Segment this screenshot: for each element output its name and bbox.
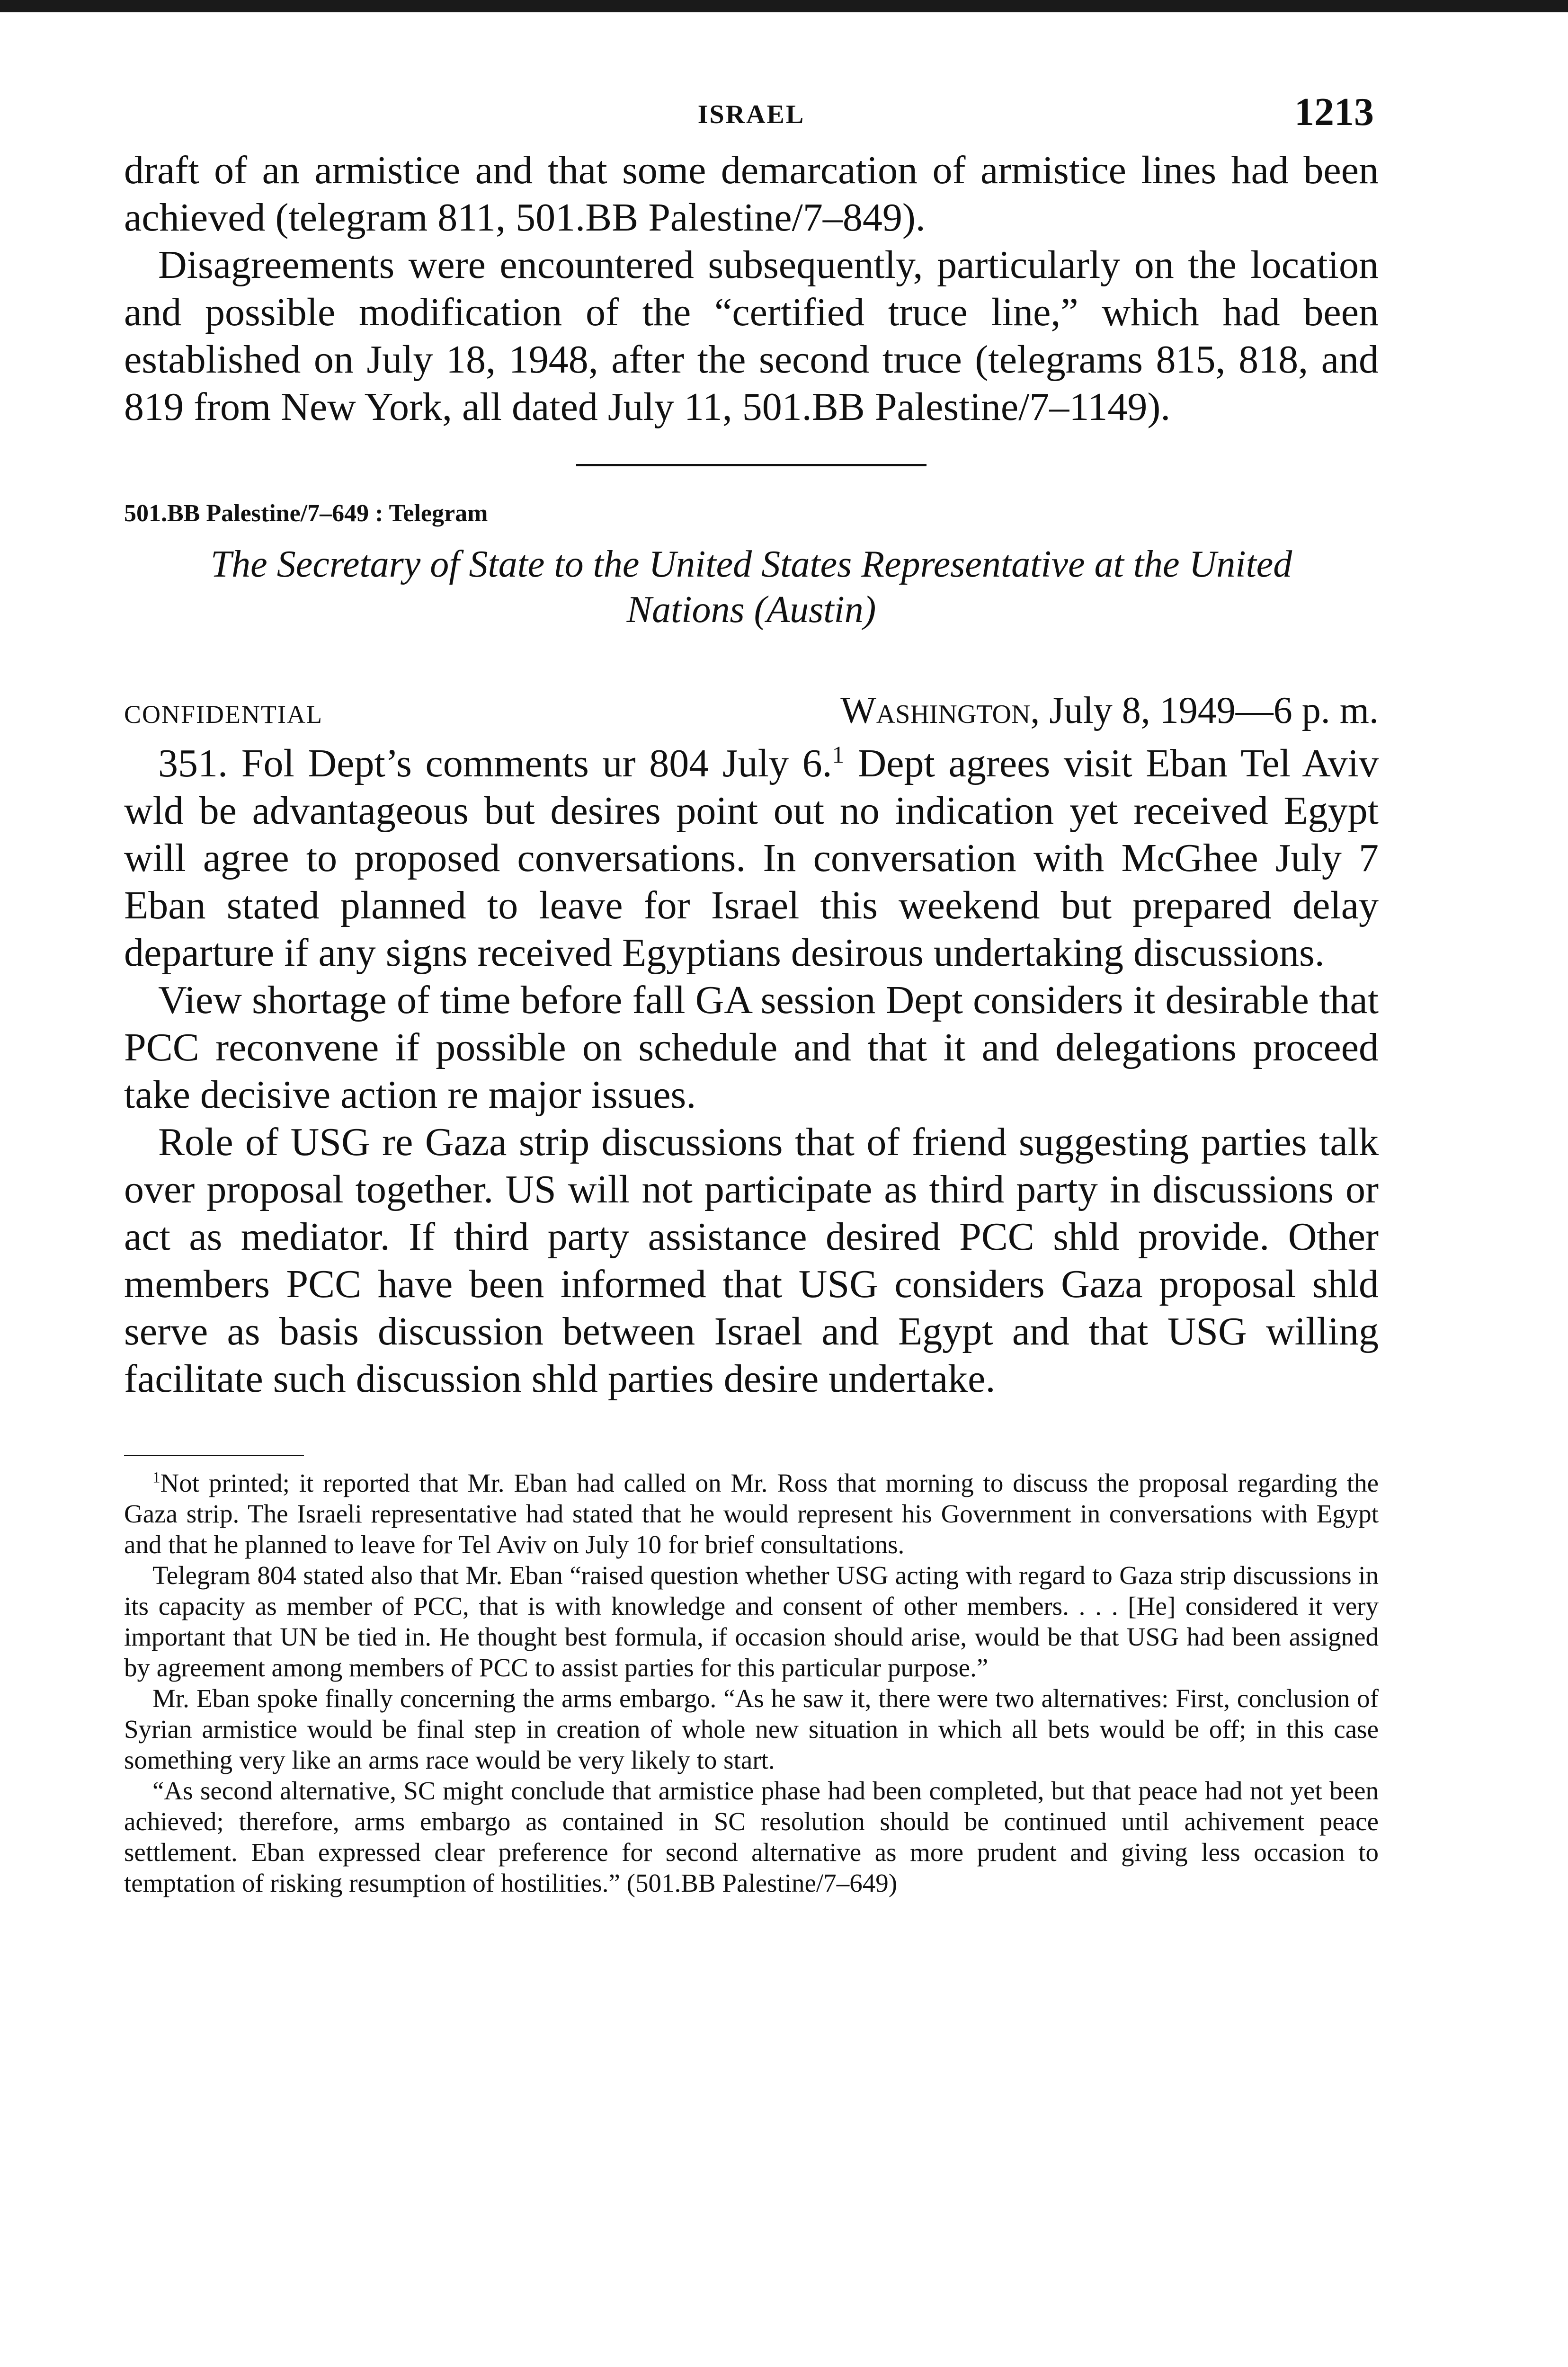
document-title: The Secretary of State to the United States Representative at the United Nations (Austin)	[210, 543, 1292, 631]
footnote-paragraph-4: “As second alternative, SC might conclude that armistice phase had been completed, but that peace had not yet been achieved; therefore, arms embargo as contained in SC resolution should be continued until achivement peace settlement. Eban expressed clear preference for second alternative as more prudent and giving less occasion to temptation of risking resumption of hostilities.” (501.BB Palestine/7–649)	[124, 1776, 1379, 1897]
telegram-paragraph-2: View shortage of time before fall GA session Dept considers it desirable that PCC reconvene if possible on schedule and that it and delegations proceed take decisive action re major issues.	[124, 978, 1379, 1117]
section-divider	[576, 464, 927, 466]
dateline-date: , July 8, 1949—6 p. m.	[1030, 690, 1379, 731]
dateline-place: Washington	[840, 690, 1031, 731]
footnote-reference: 1	[832, 741, 844, 768]
running-header	[124, 85, 1379, 147]
footnote-rule	[124, 1455, 304, 1456]
footnote-paragraph-1	[124, 1468, 1379, 1560]
dateline	[840, 689, 1379, 732]
footnote-paragraph-1-text: Not printed; it reported that Mr. Eban had called on Mr. Ross that morning to discuss the proposal regarding the Gaza strip. The Israeli representative had stated that he would represent his Government in conversations with Egypt and that he planned to leave for Tel Aviv on July 10 for brief consultations.	[124, 1468, 1379, 1559]
file-reference: 501.BB Palestine/7–649 : Telegram	[124, 500, 488, 527]
classification-dateline-row	[124, 689, 1379, 732]
page-number: 1213	[1294, 90, 1374, 134]
intro-paragraph: Disagreements were encountered subsequently, particularly on the location and possible modification of the “certified truce line,” which had been established on July 18, 1948, after the second truce (telegrams 815, 818, and 819 from New York, all dated July 11, 501.BB Palestine/7–1149).	[124, 243, 1379, 429]
intro-paragraph-continued: draft of an armistice and that some demarcation of armistice lines had been achieved (telegram 811, 501.BB Palestine/7–849).	[124, 148, 1379, 240]
telegram-paragraph-1-text-a: 351. Fol Dept’s comments ur 804 July 6.	[158, 741, 832, 785]
classification-label: CONFIDENTIAL	[124, 700, 323, 729]
footnote-paragraph-3: Mr. Eban spoke finally concerning the arms embargo. “As he saw it, there were two alternatives: First, conclusion of Syrian armistice would be final step in creation of whole new situation in which all bets would be off; in this case something very like an arms race would be very likely to start.	[124, 1684, 1379, 1774]
telegram-paragraph-1	[124, 740, 1379, 977]
footnote-marker: 1	[152, 1469, 160, 1486]
document-page	[124, 85, 1379, 1898]
footnote-paragraph-2: Telegram 804 stated also that Mr. Eban “raised question whether USG acting with regard to Gaza strip discussions in its capacity as member of PCC, that is with knowledge and consent of other members. . . . [He] considered it very important that UN be tied in. He thought best formula, if occasion should arise, would be that USG had been assigned by agreement among members of PCC to assist parties for this particular purpose.”	[124, 1561, 1379, 1682]
running-title: ISRAEL	[697, 100, 805, 129]
telegram-paragraph-3: Role of USG re Gaza strip discussions that of friend suggesting parties talk over proposal together. US will not participate as third party in discussions or act as mediator. If third party assistance desired PCC shld provide. Other members PCC have been informed that USG considers Gaza proposal shld serve as basis discussion between Israel and Egypt and that USG willing facilitate such discussion shld parties desire undertake.	[124, 1120, 1379, 1401]
telegram-paragraph-1-text-b: Dept agrees visit Eban Tel Aviv wld be advantageous but desires point out no indication yet received Egypt will agree to proposed conversations. In conversation with McGhee July 7 Eban stated planned to leave for Israel this weekend but prepared delay departure if any signs received Egyptians desirous undertaking discussions.	[124, 741, 1379, 975]
page-top-border	[0, 0, 1568, 12]
